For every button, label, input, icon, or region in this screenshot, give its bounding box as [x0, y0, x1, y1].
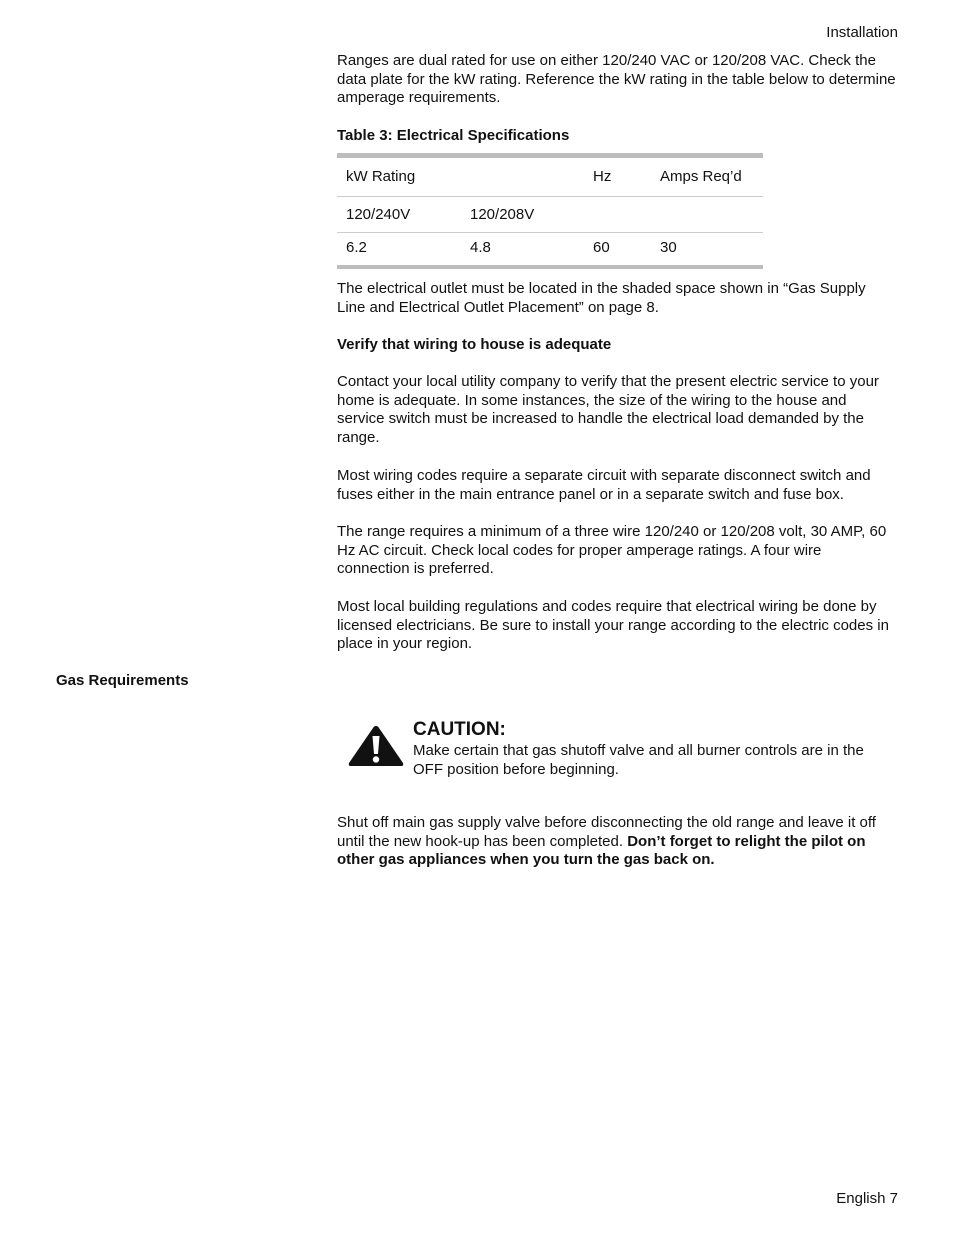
gas-shutoff-text: Shut off main gas supply valve before disconnecting the old range and leave it off until the new hook-up has been completed. [337, 814, 876, 850]
table-row [337, 232, 763, 265]
table-subheader-cell: 120/240V [346, 206, 411, 223]
running-header: Installation [826, 24, 898, 41]
wiring-heading: Verify that wiring to house is adequate [337, 336, 612, 353]
wiring-paragraph-electricians: Most local building regulations and codes require that electrical wiring be done by licensed electricians. Be sure to install your range according to the electric codes in place in your region. [337, 598, 889, 652]
table-cell: 4.8 [470, 239, 491, 256]
warning-triangle-icon [347, 724, 405, 768]
caution-title: CAUTION: [413, 719, 506, 740]
table-cell: 30 [660, 239, 677, 256]
page-number: English 7 [836, 1190, 898, 1207]
table-cell: 6.2 [346, 239, 367, 256]
wiring-paragraph-circuit: The range requires a minimum of a three wire 120/240 or 120/208 volt, 30 AMP, 60 Hz AC circuit. Check local codes for proper amperage ratings. A four wire connection is preferred. [337, 523, 887, 577]
table-header-cell: Amps Req’d [660, 168, 742, 185]
gas-shutoff-paragraph [337, 814, 897, 870]
relight-pilot-warning: Don’t forget to relight the pilot on other gas appliances when you turn the gas back on. [337, 832, 866, 868]
electrical-spec-table [337, 153, 763, 269]
table-subheader-cell: 120/208V [470, 206, 535, 223]
table-cell: 60 [593, 239, 610, 256]
table-header-cell: kW Rating [346, 168, 416, 185]
wiring-paragraph-utility: Contact your local utility company to verify that the present electric service to your home is adequate. In some instances, the size of the wiring to the house and service switch must be increased to handle the electrical load demanded by the range. [337, 373, 879, 446]
table-subheader-row [337, 196, 763, 232]
table-header-cell: Hz [593, 168, 612, 185]
outlet-paragraph: The electrical outlet must be located in the shaded space shown in “Gas Supply Line and Electrical Outlet Placement” on page 8. [337, 280, 866, 316]
table-caption: Table 3: Electrical Specifications [337, 127, 570, 144]
table-header-row [337, 158, 763, 196]
gas-requirements-heading: Gas Requirements [56, 672, 189, 689]
caution-text: Make certain that gas shutoff valve and all burner controls are in the OFF position before beginning. [413, 742, 864, 778]
wiring-paragraph-codes: Most wiring codes require a separate circuit with separate disconnect switch and fuses either in the main entrance panel or in a separate switch and fuse box. [337, 467, 871, 503]
intro-paragraph: Ranges are dual rated for use on either 120/240 VAC or 120/208 VAC. Check the data plate for the kW rating. Reference the kW rating in the table below to determine amperage requirements. [337, 52, 896, 106]
